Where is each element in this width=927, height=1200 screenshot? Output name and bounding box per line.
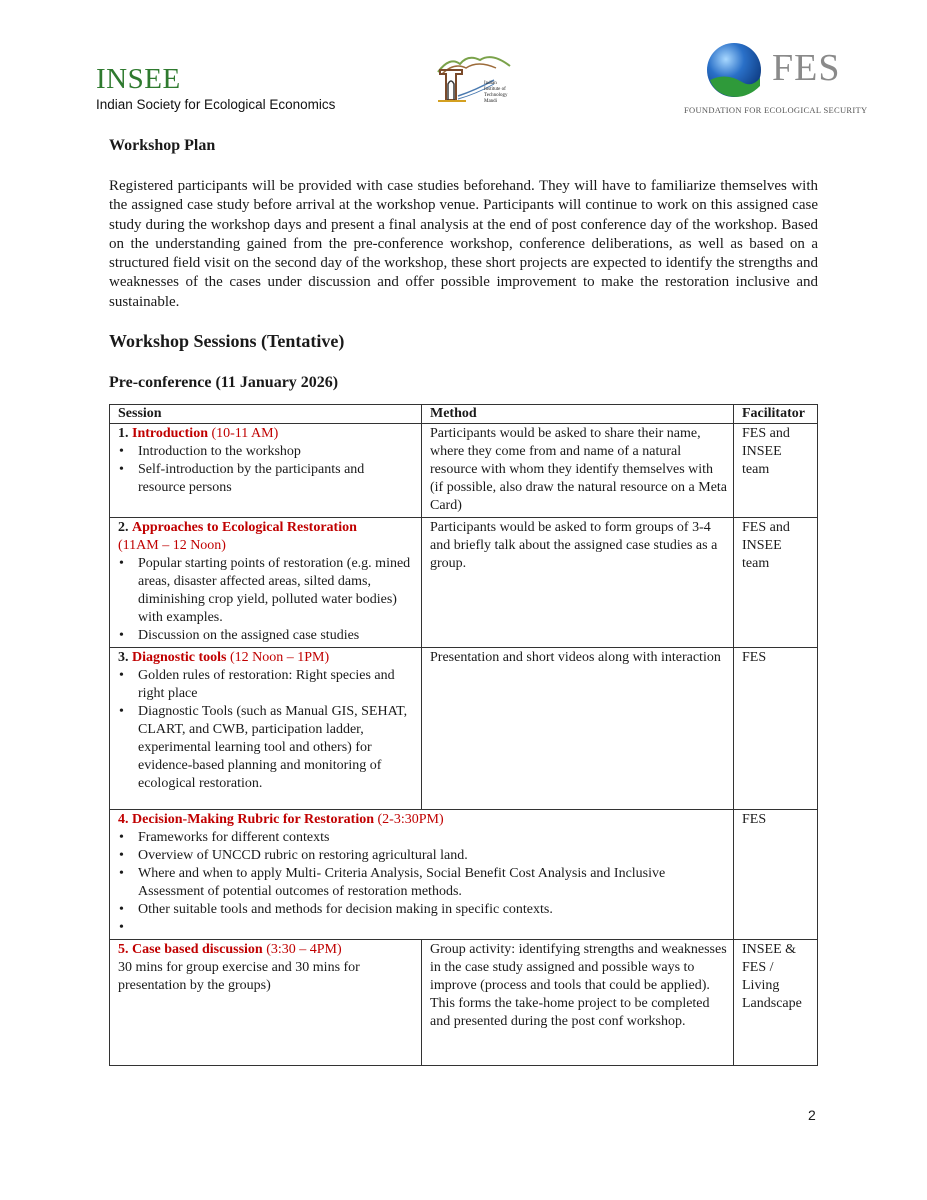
facilitator-cell: FES bbox=[734, 810, 818, 940]
table-header-row bbox=[110, 405, 818, 424]
session-bullets bbox=[118, 829, 727, 937]
session-cell bbox=[110, 648, 422, 810]
session-title-line bbox=[118, 425, 415, 443]
session-title-line bbox=[118, 811, 727, 829]
session-bullets bbox=[118, 555, 415, 645]
iit-mandi-logo bbox=[436, 50, 516, 108]
method-cell: Participants would be asked to share their name, where they come from and name of a natural resource with whom they identify themselves with (if possible, also draw the natural resource on a Meta Card) bbox=[422, 424, 734, 518]
facilitator-cell: FES and INSEE team bbox=[734, 424, 818, 518]
session-time: (11AM – 12 Noon) bbox=[118, 538, 226, 553]
session-cell bbox=[110, 424, 422, 518]
insee-logo bbox=[96, 64, 335, 112]
bullet-item: • Discussion on the assigned case studies bbox=[138, 627, 415, 645]
fes-logo-name: FES bbox=[772, 47, 841, 89]
table-row bbox=[110, 810, 818, 940]
bullet-item: • Self-introduction by the participants and resource persons bbox=[138, 461, 415, 497]
session-title: Diagnostic tools bbox=[132, 650, 227, 665]
workshop-plan-paragraph: Registered participants will be provided with case studies beforehand. They will have to familiarize themselves with the assigned case study before arrival at the workshop venue. Participants will continue to work on this assigned case study during the workshop days and present a final analysis at the end of post conference day of the workshop. Based on the understanding gained from the pre-conference workshop, conference deliberations, as well as based on a structured field visit on the second day of the workshop, these short projects are expected to identify the strengths and weaknesses of the cases under discussion and offer possible improvement to make the restoration inclusive and sustainable. bbox=[109, 178, 818, 310]
session-cell bbox=[110, 518, 422, 648]
iit-text-line-1: Indian bbox=[484, 81, 497, 86]
session-bullets bbox=[118, 667, 415, 793]
method-cell: Participants would be asked to form groups of 3-4 and briefly talk about the assigned case studies as a group. bbox=[422, 518, 734, 648]
header-method: Method bbox=[422, 405, 734, 424]
session-number: 4. bbox=[118, 812, 129, 827]
insee-logo-name: INSEE bbox=[96, 63, 181, 95]
bullet-item: • Other suitable tools and methods for decision making in specific contexts. bbox=[138, 901, 727, 919]
session-title: Introduction bbox=[132, 426, 208, 441]
facilitator-cell: FES bbox=[734, 648, 818, 810]
session-title-line bbox=[118, 649, 415, 667]
facilitator-cell: FES and INSEE team bbox=[734, 518, 818, 648]
session-title: Case based discussion bbox=[132, 942, 263, 957]
fes-globe-icon bbox=[706, 42, 762, 98]
session-cell bbox=[110, 940, 422, 1066]
iit-text-line-2: Institute of bbox=[484, 87, 506, 92]
iit-mandi-emblem-icon bbox=[436, 50, 516, 108]
session-title: Decision-Making Rubric for Restoration bbox=[132, 812, 374, 827]
bullet-item: • Where and when to apply Multi- Criteria Analysis, Social Benefit Cost Analysis and Inclusive Assessment of potential outcomes of restoration methods. bbox=[138, 865, 727, 901]
facilitator-cell: INSEE & FES / Living Landscape bbox=[734, 940, 818, 1066]
bullet-item: • Introduction to the workshop bbox=[138, 443, 415, 461]
bullet-item-empty bbox=[138, 919, 727, 937]
method-text-2: This forms the take-home project to be completed and presented during the post conf workshop. bbox=[430, 996, 710, 1029]
session-number: 3. bbox=[118, 650, 129, 665]
session-bullets bbox=[118, 443, 415, 497]
session-time: (2-3:30PM) bbox=[377, 812, 444, 827]
fes-logo-fullname: FOUNDATION FOR ECOLOGICAL SECURITY bbox=[684, 105, 868, 115]
preconference-heading: Pre-conference (11 January 2026) bbox=[109, 374, 339, 391]
bullet-item: • Frameworks for different contexts bbox=[138, 829, 727, 847]
header-facilitator: Facilitator bbox=[734, 405, 818, 424]
bullet-item: • Golden rules of restoration: Right species and right place bbox=[138, 667, 415, 703]
table-row bbox=[110, 648, 818, 810]
page-number: 2 bbox=[808, 1107, 816, 1123]
session-title-line bbox=[118, 941, 415, 959]
session-cell bbox=[110, 810, 734, 940]
session-number: 5. bbox=[118, 942, 129, 957]
iit-text-line-4: Mandi bbox=[484, 99, 498, 104]
workshop-plan-heading: Workshop Plan bbox=[109, 137, 216, 154]
session-table bbox=[109, 404, 818, 1066]
table-row bbox=[110, 424, 818, 518]
bullet-item: • Popular starting points of restoration (e.g. mined areas, disaster affected areas, silted dams, diminishing crop yield, polluted water bodies) with examples. bbox=[138, 555, 415, 627]
table-row bbox=[110, 940, 818, 1066]
session-time: (3:30 – 4PM) bbox=[266, 942, 342, 957]
table-row bbox=[110, 518, 818, 648]
insee-logo-fullname: Indian Society for Ecological Economics bbox=[96, 97, 336, 112]
workshop-sessions-heading: Workshop Sessions (Tentative) bbox=[109, 331, 345, 351]
session-number: 1. bbox=[118, 426, 129, 441]
method-cell: Presentation and short videos along with interaction bbox=[422, 648, 734, 810]
header-session: Session bbox=[110, 405, 422, 424]
bullet-item: • Overview of UNCCD rubric on restoring agricultural land. bbox=[138, 847, 727, 865]
session-time: (12 Noon – 1PM) bbox=[230, 650, 330, 665]
session-detail: 30 mins for group exercise and 30 mins for presentation by the groups) bbox=[118, 960, 360, 993]
session-number: 2. bbox=[118, 520, 129, 535]
session-title-line bbox=[118, 519, 415, 537]
method-text: Group activity: identifying strengths and weaknesses in the case study assigned and possible ways to improve (process and tools that could be applied). bbox=[430, 942, 727, 993]
session-title: Approaches to Ecological Restoration bbox=[132, 520, 357, 535]
iit-text-line-3: Technology bbox=[484, 93, 508, 98]
bullet-item: • Diagnostic Tools (such as Manual GIS, SEHAT, CLART, and CWB, participation ladder, experimental learning tool and others) for evidence-based planning and monitoring of ecological restoration. bbox=[138, 703, 415, 793]
method-cell bbox=[422, 940, 734, 1066]
session-time: (10-11 AM) bbox=[211, 426, 279, 441]
